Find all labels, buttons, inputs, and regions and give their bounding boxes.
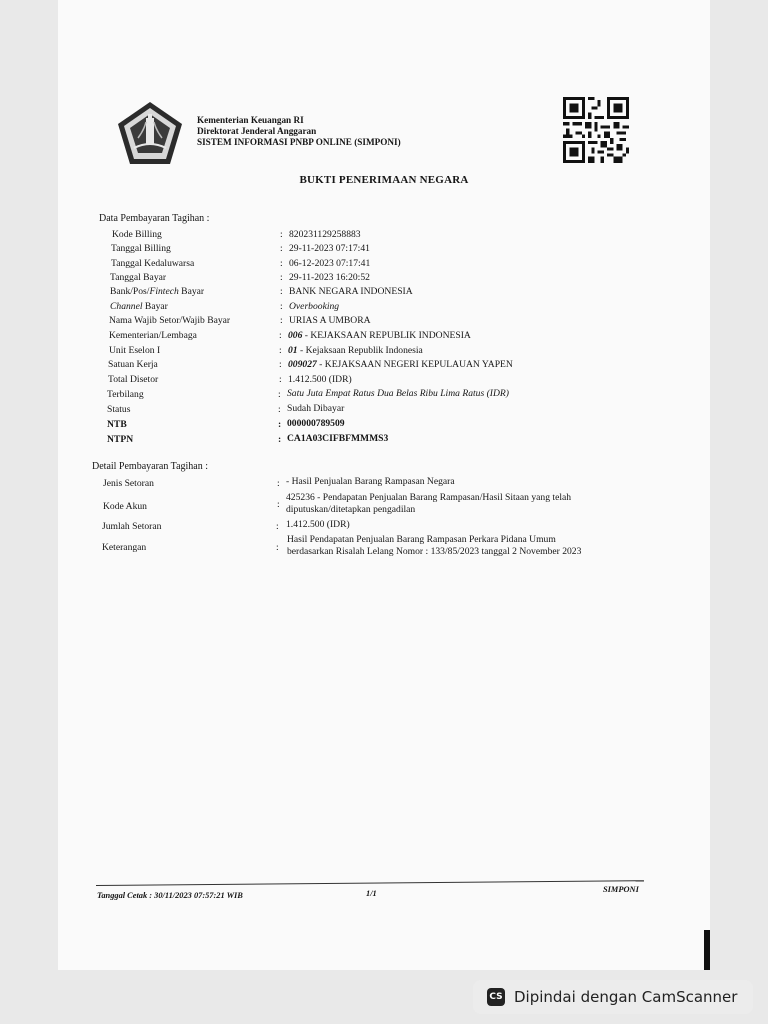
label-channel: Channel Bayar [110, 301, 168, 312]
document-title: BUKTI PENERIMAAN NEGARA [299, 174, 469, 186]
label-ntpn: NTPN [107, 434, 134, 445]
colon: : [280, 286, 283, 297]
colon: : [280, 229, 283, 240]
colon: : [277, 499, 280, 510]
camscanner-text: Dipindai dengan CamScanner [514, 988, 738, 1006]
kemenkeu-logo-icon [116, 100, 184, 166]
page-number: 1/1 [366, 889, 377, 898]
organization-block [197, 115, 401, 148]
label-total-disetor: Total Disetor [108, 374, 159, 385]
label-nama-wajib-setor: Nama Wajib Setor/Wajib Bayar [109, 315, 231, 326]
value-keterangan-line1: Hasil Pendapatan Penjualan Barang Rampasan Perkara Pidana Umum [287, 534, 556, 545]
colon: : [278, 434, 282, 445]
colon: : [278, 389, 281, 400]
payment-section-title: Data Pembayaran Tagihan : [99, 213, 210, 224]
colon: : [280, 272, 283, 283]
footer-brand: SIMPONI [603, 885, 639, 894]
colon: : [276, 542, 279, 553]
value-kode-akun-line1: 425236 - Pendapatan Penjualan Barang Rampasan/Hasil Sitaan yang telah [286, 492, 572, 503]
value-ntb: 000000789509 [287, 418, 345, 429]
colon: : [279, 359, 282, 370]
value-kode-billing: 820231129258883 [289, 229, 361, 240]
camscanner-logo-icon: CS [487, 988, 505, 1006]
label-status: Status [107, 404, 131, 415]
colon: : [276, 521, 279, 532]
org-system: SISTEM INFORMASI PNBP ONLINE (SIMPONI) [197, 137, 401, 147]
detail-section-title: Detail Pembayaran Tagihan : [92, 461, 209, 472]
value-channel: Overbooking [289, 301, 340, 312]
value-ntpn: CA1A03CIFBFMMMS3 [287, 433, 389, 444]
camscanner-watermark [473, 980, 753, 1014]
label-kementerian: Kementerian/Lembaga [109, 330, 197, 341]
colon: : [280, 301, 283, 312]
value-tanggal-bayar: 29-11-2023 16:20:52 [289, 272, 370, 283]
label-jumlah-setoran: Jumlah Setoran [102, 521, 162, 532]
value-total-disetor: 1.412.500 (IDR) [288, 374, 352, 385]
colon: : [279, 330, 282, 341]
label-kode-billing: Kode Billing [112, 229, 162, 240]
colon: : [279, 374, 282, 385]
qr-code-icon [561, 97, 631, 163]
label-keterangan: Keterangan [102, 542, 147, 553]
value-tanggal-kedaluwarsa: 06-12-2023 07:17:41 [289, 258, 371, 269]
colon: : [278, 419, 282, 430]
scan-shadow-edge [704, 930, 710, 970]
colon: : [280, 243, 283, 254]
label-satuan-kerja: Satuan Kerja [108, 359, 158, 370]
label-terbilang: Terbilang [107, 389, 144, 400]
value-jumlah-setoran: 1.412.500 (IDR) [286, 519, 350, 530]
value-kode-akun-line2: diputuskan/ditetapkan pengadilan [286, 504, 416, 515]
value-nama-wajib-setor: URIAS A UMBORA [289, 315, 371, 326]
label-tanggal-kedaluwarsa: Tanggal Kedaluwarsa [111, 258, 195, 269]
label-jenis-setoran: Jenis Setoran [103, 478, 154, 489]
value-bank: BANK NEGARA INDONESIA [289, 286, 413, 297]
value-unit-eselon: 01 - Kejaksaan Republik Indonesia [288, 345, 423, 356]
value-tanggal-billing: 29-11-2023 07:17:41 [289, 243, 370, 254]
value-jenis-setoran: - Hasil Penjualan Barang Rampasan Negara [286, 476, 455, 487]
value-satuan-kerja: 009027 - KEJAKSAAN NEGERI KEPULAUAN YAPEN [288, 359, 513, 370]
print-date: Tanggal Cetak : 30/11/2023 07:57:21 WIB [97, 891, 243, 900]
label-kode-akun: Kode Akun [103, 501, 147, 512]
label-bank: Bank/Pos/Fintech Bayar [110, 286, 205, 297]
label-unit-eselon: Unit Eselon I [109, 345, 161, 356]
colon: : [278, 404, 281, 415]
label-ntb: NTB [107, 419, 127, 430]
org-ministry: Kementerian Keuangan RI [197, 115, 304, 125]
org-directorate: Direktorat Jenderal Anggaran [197, 126, 317, 136]
label-tanggal-bayar: Tanggal Bayar [110, 272, 167, 283]
colon: : [280, 258, 283, 269]
value-status: Sudah Dibayar [287, 403, 345, 414]
value-keterangan-line2: berdasarkan Risalah Lelang Nomor : 133/85/2023 tanggal 2 November 2023 [287, 546, 582, 557]
value-terbilang: Satu Juta Empat Ratus Dua Belas Ribu Lima Ratus (IDR) [287, 388, 509, 399]
colon: : [279, 345, 282, 356]
colon: : [277, 478, 280, 489]
label-tanggal-billing: Tanggal Billing [111, 243, 171, 254]
value-kementerian: 006 - KEJAKSAAN REPUBLIK INDONESIA [288, 330, 471, 341]
colon: : [280, 315, 283, 326]
